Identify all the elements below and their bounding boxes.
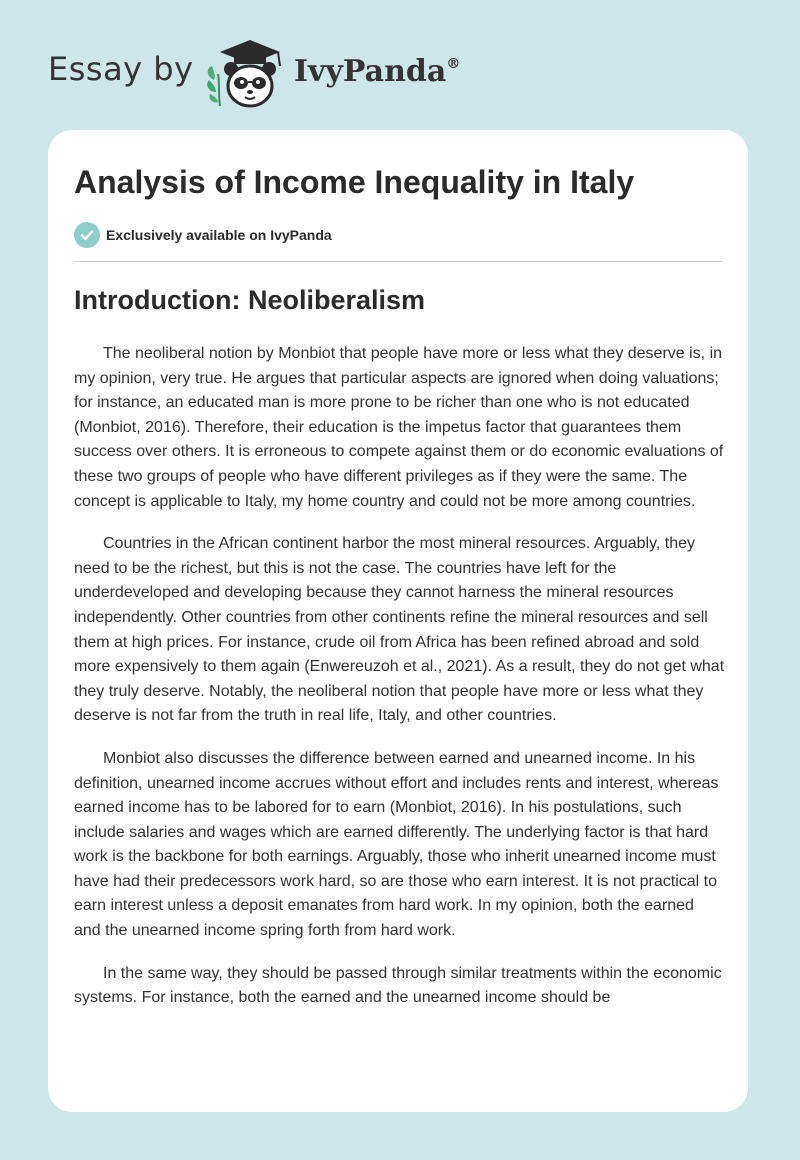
paragraph: Monbiot also discusses the difference between earned and unearned income. In his definition, unearned income accrues without effort and includes rents and interest, whereas earned income has to be labored for to earn (Monbiot, 2016). In his postulations, such include salaries and wages which are earned differently. The underlying factor is that hard work is the backbone for both earnings. Arguably, those who inherit unearned income must have had their predecessors work hard, so are those who earn interest. It is not practical to earn interest unless a deposit emanates from hard work. In my opinion, both the earned and the unearned income spring forth from hard work. xyxy=(74,749,719,940)
exclusive-badge xyxy=(74,222,332,248)
divider xyxy=(74,261,723,262)
site-header xyxy=(48,28,508,108)
paragraph: The neoliberal notion by Monbiot that people have more or less what they deserve is, in my opinion, very true. He argues that particular aspects are ignored when doing valuations; for instance, an educated man is more prone to be richer than one who is not educated (Monbiot, 2016). Therefore, their education is the impetus factor that guarantees them success over others. It is erroneous to compete against them or do economic evaluations of these two groups of people who have different privileges as if they were the same. The concept is applicable to Italy, my home country and could not be more among countries. xyxy=(74,345,724,510)
essay-body xyxy=(74,342,725,1029)
registered-mark: ® xyxy=(446,56,461,72)
page-title: Analysis of Income Inequality in Italy xyxy=(74,164,635,200)
checkmark-icon xyxy=(74,222,100,248)
brand-name[interactable]: IvyPanda® xyxy=(294,54,461,89)
paragraph: Countries in the African continent harbor the most mineral resources. Arguably, they need to be the richest, but this is not the case. The countries have left for the underdeveloped and developing because they cannot harness the mineral resources independently. Other countries from other continents refine the mineral resources and sell them at high prices. For instance, crude oil from Africa has been refined abroad and sold more expensively to them again (Enwereuzoh et al., 2021). As a result, they do not get what they truly deserve. Notably, the neoliberal notion that people have more or less what they deserve is not far from the truth in real life, Italy, and other countries. xyxy=(74,535,725,725)
ivypanda-logo-icon[interactable] xyxy=(200,36,286,112)
essay-card xyxy=(48,130,748,1112)
essay-by-label: Essay by xyxy=(48,50,194,88)
exclusive-label: Exclusively available on IvyPanda xyxy=(106,227,332,243)
section-heading: Introduction: Neoliberalism xyxy=(74,285,426,315)
paragraph: In the same way, they should be passed through similar treatments within the economic systems. For instance, both the earned and the unearned income should be xyxy=(74,964,722,1007)
